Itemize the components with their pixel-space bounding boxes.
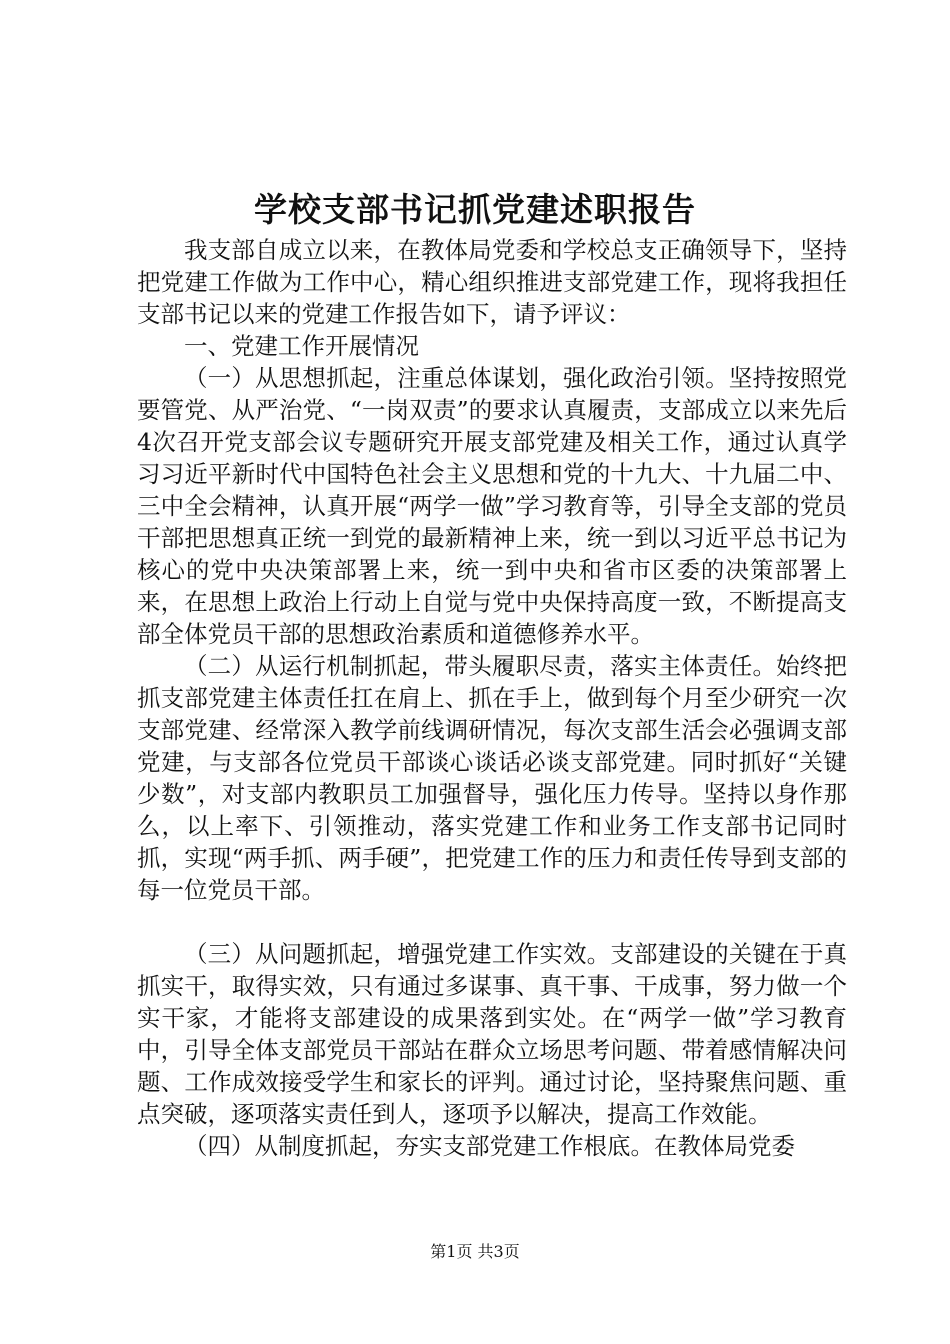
paragraph-item-1: （一）从思想抓起，注重总体谋划，强化政治引领。坚持按照党要管党、从严治党、“一岗双责”的要求认真履责，支部成立以来先后4次召开党支部会议专题研究开展支部党建及相关工作，通过认真学习习近平新时代中国特色社会主义思想和党的十九大、十九届二中、三中全会精神，认真开展“两学一做”学习教育等，引导全支部的党员干部把思想真正统一到党的最新精神上来，统一到以习近平总书记为核心的党中央决策部署上来，统一到中央和省市区委的决策部署上来，在思想上政治上行动上自觉与党中央保持高度一致，不断提高支部全体党员干部的思想政治素质和道德修养水平。 [137,364,847,648]
document-body [137,234,847,1162]
document-title: 学校支部书记抓党建述职报告 [254,190,696,229]
paragraph-item-3: （三）从问题抓起，增强党建工作实效。支部建设的关键在于真抓实干，取得实效，只有通过多谋事、真干事、干成事，努力做一个实干家，才能将支部建设的成果落到实处。在“两学一做”学习教育中，引导全体支部党员干部站在群众立场思考问题、带着感情解决问题、工作成效接受学生和家长的评判。通过讨论，坚持聚焦问题、重点突破，逐项落实责任到人，逐项予以解决，提高工作效能。 [137,940,847,1128]
paragraph-item-4: （四）从制度抓起，夯实支部党建工作根底。在教体局党委 [184,1132,795,1160]
page-number: 第1页 共3页 [430,1242,520,1261]
paragraph-item-2: （二）从运行机制抓起，带头履职尽责，落实主体责任。始终把抓支部党建主体责任扛在肩上、抓在手上，做到每个月至少研究一次支部党建、经常深入教学前线调研情况，每次支部生活会必强调支部党建，与支部各位党员干部谈心谈话必谈支部党建。同时抓好“关键少数”，对支部内教职员工加强督导，强化压力传导。坚持以身作那么，以上率下、引领推动，落实党建工作和业务工作支部书记同时抓，实现“两手抓、两手硬”，把党建工作的压力和责任传导到支部的每一位党员干部。 [137,652,847,904]
section-heading: 一、党建工作开展情况 [184,332,419,360]
paragraph-intro: 我支部自成立以来，在教体局党委和学校总支正确领导下，坚持把党建工作做为工作中心，精心组织推进支部党建工作，现将我担任支部书记以来的党建工作报告如下，请予评议： [137,236,847,328]
